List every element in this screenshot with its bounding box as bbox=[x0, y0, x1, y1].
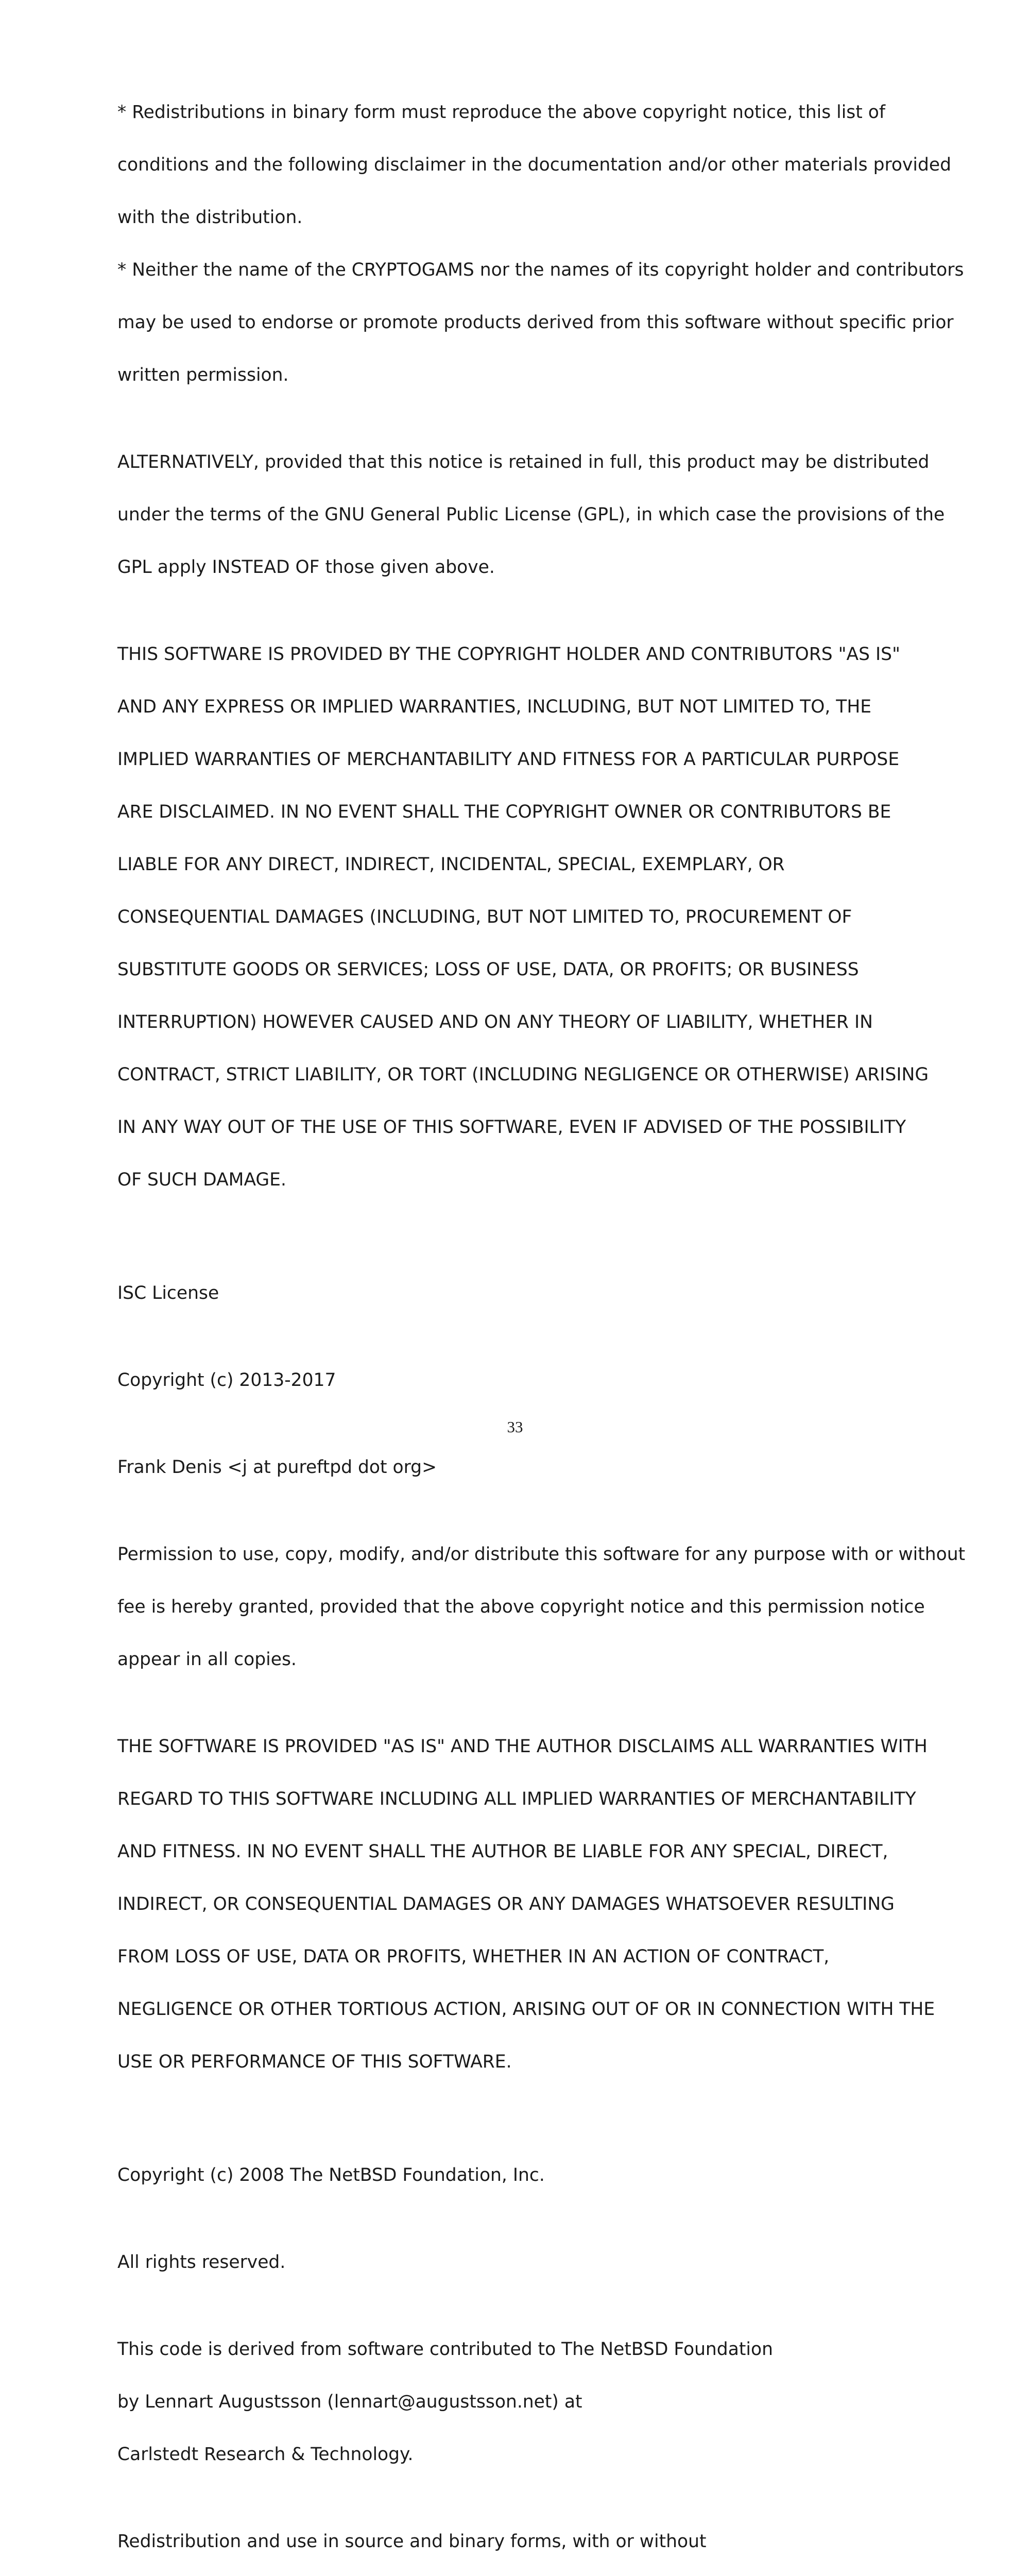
text-line: SUBSTITUTE GOODS OR SERVICES; LOSS OF USE, DATA, OR PROFITS; OR BUSINESS bbox=[117, 959, 859, 980]
page-number: 33 bbox=[507, 1418, 523, 1436]
isc-permission-paragraph bbox=[117, 1515, 966, 1699]
text-line: INDIRECT, OR CONSEQUENTIAL DAMAGES OR ANY DAMAGES WHATSOEVER RESULTING bbox=[117, 1894, 895, 1914]
netbsd-rights bbox=[117, 2223, 941, 2302]
section-spacer bbox=[117, 2110, 941, 2136]
text-line: Carlstedt Research & Technology. bbox=[117, 2444, 414, 2465]
bsd-clauses-paragraph bbox=[117, 73, 964, 415]
text-line: THE SOFTWARE IS PROVIDED "AS IS" AND THE AUTHOR DISCLAIMS ALL WARRANTIES WITH bbox=[117, 1736, 928, 1757]
text-line: CONSEQUENTIAL DAMAGES (INCLUDING, BUT NOT LIMITED TO, PROCUREMENT OF bbox=[117, 907, 852, 927]
netbsd-derived-paragraph bbox=[117, 2310, 773, 2494]
text-line: AND ANY EXPRESS OR IMPLIED WARRANTIES, INCLUDING, BUT NOT LIMITED TO, THE bbox=[117, 697, 872, 717]
copyright-line: Copyright (c) 2013-2017 bbox=[117, 1370, 336, 1391]
text-line: THIS SOFTWARE IS PROVIDED BY THE COPYRIGHT HOLDER AND CONTRIBUTORS "AS IS" bbox=[117, 644, 900, 665]
copyright-line: Copyright (c) 2008 The NetBSD Foundation, Inc. bbox=[117, 2165, 545, 2185]
text-line: ARE DISCLAIMED. IN NO EVENT SHALL THE COPYRIGHT OWNER OR CONTRIBUTORS BE bbox=[117, 802, 891, 822]
text-line: IMPLIED WARRANTIES OF MERCHANTABILITY AND FITNESS FOR A PARTICULAR PURPOSE bbox=[117, 749, 900, 770]
author-line: Frank Denis <j at pureftpd dot org> bbox=[117, 1457, 437, 1478]
text-line: GPL apply INSTEAD OF those given above. bbox=[117, 557, 495, 578]
text-line: Redistribution and use in source and binary forms, with or without bbox=[117, 2531, 707, 2552]
text-line: may be used to endorse or promote products derived from this software without specific prior bbox=[117, 312, 954, 333]
rights-line: All rights reserved. bbox=[117, 2252, 286, 2273]
warranty-disclaimer-paragraph bbox=[117, 615, 941, 1219]
text-line: Permission to use, copy, modify, and/or distribute this software for any purpose with or without bbox=[117, 1544, 966, 1565]
page-content bbox=[117, 73, 966, 2576]
text-line: with the distribution. bbox=[117, 207, 303, 228]
isc-author bbox=[117, 1428, 941, 1507]
netbsd-redistribution-paragraph bbox=[117, 2502, 761, 2576]
section-spacer bbox=[117, 1228, 941, 1254]
text-line: ALTERNATIVELY, provided that this notice is retained in full, this product may be distributed bbox=[117, 452, 930, 472]
isc-license-title bbox=[117, 1254, 941, 1333]
text-line: NEGLIGENCE OR OTHER TORTIOUS ACTION, ARISING OUT OF OR IN CONNECTION WITH THE bbox=[117, 1999, 935, 2020]
text-line: under the terms of the GNU General Public License (GPL), in which case the provisions of the bbox=[117, 504, 945, 525]
text-line: CONTRACT, STRICT LIABILITY, OR TORT (INCLUDING NEGLIGENCE OR OTHERWISE) ARISING bbox=[117, 1064, 929, 1085]
text-line: by Lennart Augustsson (lennart@augustsson.net) at bbox=[117, 2392, 582, 2412]
text-line: USE OR PERFORMANCE OF THIS SOFTWARE. bbox=[117, 2052, 512, 2072]
gpl-alternative-paragraph bbox=[117, 423, 945, 607]
license-title: ISC License bbox=[117, 1283, 219, 1303]
text-line: INTERRUPTION) HOWEVER CAUSED AND ON ANY THEORY OF LIABILITY, WHETHER IN bbox=[117, 1012, 873, 1032]
text-line: IN ANY WAY OUT OF THE USE OF THIS SOFTWARE, EVEN IF ADVISED OF THE POSSIBILITY bbox=[117, 1117, 906, 1138]
text-line: appear in all copies. bbox=[117, 1649, 297, 1670]
text-line: This code is derived from software contributed to The NetBSD Foundation bbox=[117, 2339, 773, 2360]
text-line: fee is hereby granted, provided that the above copyright notice and this permission notice bbox=[117, 1597, 925, 1617]
text-line: OF SUCH DAMAGE. bbox=[117, 1170, 286, 1190]
text-line: * Neither the name of the CRYPTOGAMS nor the names of its copyright holder and contributors bbox=[117, 260, 964, 280]
text-line: REGARD TO THIS SOFTWARE INCLUDING ALL IMPLIED WARRANTIES OF MERCHANTABILITY bbox=[117, 1789, 916, 1809]
text-line: FROM LOSS OF USE, DATA OR PROFITS, WHETHER IN AN ACTION OF CONTRACT, bbox=[117, 1946, 830, 1967]
text-line: conditions and the following disclaimer in the documentation and/or other materials provided bbox=[117, 155, 952, 175]
text-line: * Redistributions in binary form must reproduce the above copyright notice, this list of bbox=[117, 102, 886, 123]
netbsd-copyright bbox=[117, 2136, 941, 2215]
text-line: written permission. bbox=[117, 365, 289, 385]
text-line: AND FITNESS. IN NO EVENT SHALL THE AUTHOR BE LIABLE FOR ANY SPECIAL, DIRECT, bbox=[117, 1841, 888, 1862]
text-line: LIABLE FOR ANY DIRECT, INDIRECT, INCIDENTAL, SPECIAL, EXEMPLARY, OR bbox=[117, 854, 785, 875]
isc-copyright bbox=[117, 1341, 941, 1420]
isc-warranty-paragraph bbox=[117, 1707, 941, 2102]
